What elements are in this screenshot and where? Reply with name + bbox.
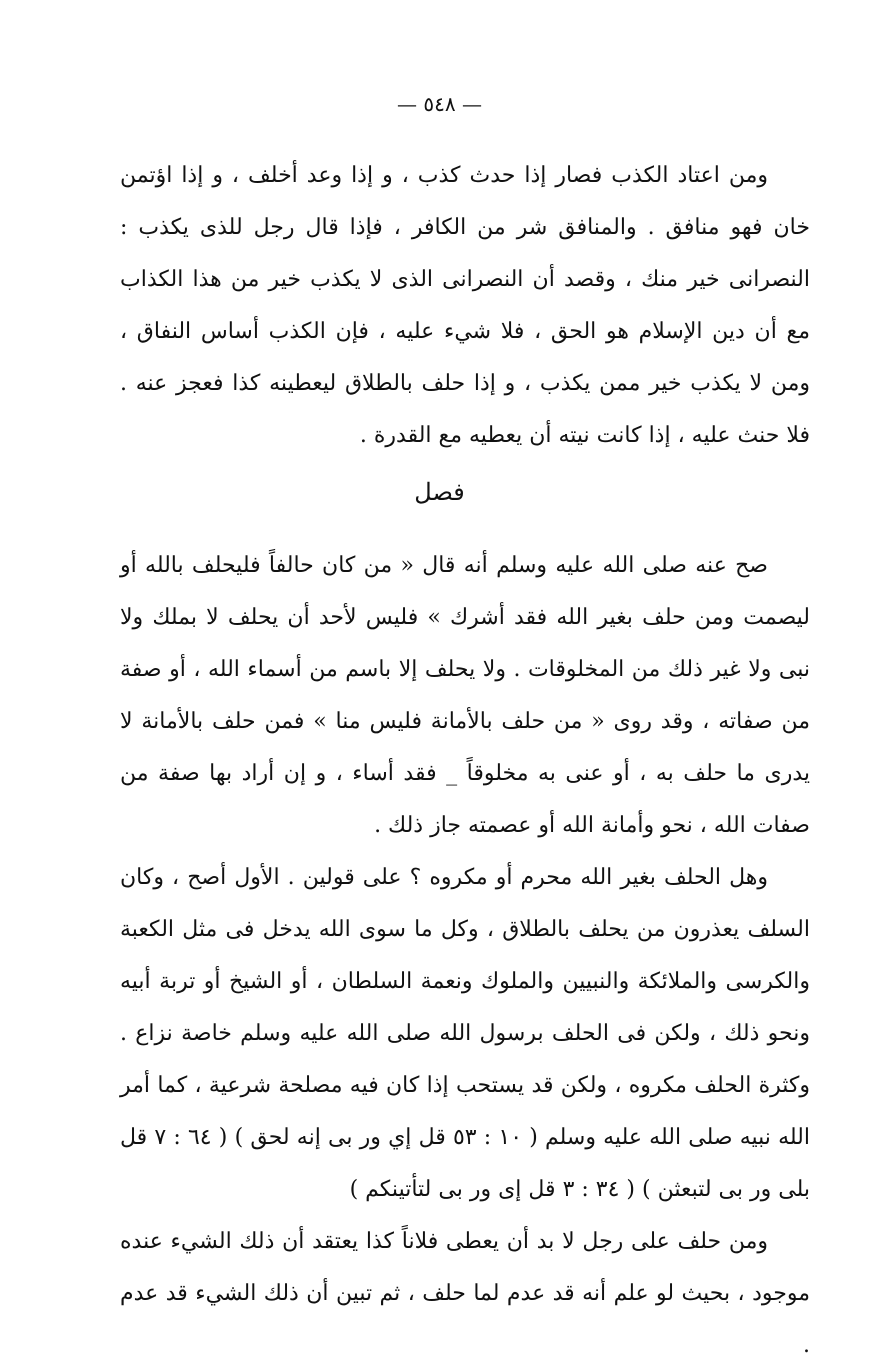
paragraph: ومن اعتاد الكذب فصار إذا حدث كذب ، و إذا وعد أخلف ، و إذا اؤتمن خان فهو منافق . والمنافق شر من الكافر ، فإذا قال رجل للذى يكذب : النصرانى خير منك ، وقصد أن النصرانى الذى لا يكذب خير من هذا الكذاب مع أن دين الإسلام هو الحق ، فلا شيء عليه ، فإن الكذب أساس النفاق ، ومن لا يكذب خير ممن يكذب ، و إذا حلف بالطلاق ليعطينه كذا فعجز عنه . فلا حنث عليه ، إذا كانت نيته أن يعطيه مع القدرة . — [120, 163, 810, 448]
page-number: — ٥٤٨ — — [397, 92, 482, 116]
section-heading: فصل — [414, 478, 465, 506]
paragraph: ومن حلف على رجل لا بد أن يعطى فلاناً كذا يعتقد أن ذلك الشيء عنده موجود ، بحيث لو علم أنه قد عدم لما حلف ، ثم تبين أن ذلك الشيء قد عدم . — [120, 1229, 810, 1358]
section-two — [120, 540, 810, 1372]
paragraph: وهل الحلف بغير الله محرم أو مكروه ؟ على قولين . الأول أصح ، وكان السلف يعذرون من يحلف بالطلاق ، وكل ما سوى الله يدخل فى مثل الكعبة والكرسى والملائكة والنبيين والملوك ونعمة السلطان ، أو الشيخ أو تربة أبيه ونحو ذلك ، ولكن فى الحلف برسول الله صلى الله عليه وسلم خاصة نزاع . وكثرة الحلف مكروه ، ولكن قد يستحب إذا كان فيه مصلحة شرعية ، كما أمر الله نبيه صلى الله عليه وسلم ( ١٠ : ٥٣ قل إي ور بى إنه لحق ) ( ٦٤ : ٧ قل بلى ور بى لتبعثن ) ( ٣٤ : ٣ قل إى ور بى لتأتينكم ) — [120, 865, 810, 1202]
section-one — [120, 150, 810, 462]
paragraph: صح عنه صلى الله عليه وسلم أنه قال « من كان حالفاً فليحلف بالله أو ليصمت ومن حلف بغير الله فقد أشرك » فليس لأحد أن يحلف لا بملك ولا نبى ولا غير ذلك من المخلوقات . ولا يحلف إلا باسم من أسماء الله ، أو صفة من صفاته ، وقد روى « من حلف بالأمانة فليس منا » فمن حلف بالأمانة لا يدرى ما حلف به ، أو عنى به مخلوقاً _ فقد أساء ، و إن أراد بها صفة من صفات الله ، نحو وأمانة الله أو عصمته جاز ذلك . — [120, 553, 810, 838]
